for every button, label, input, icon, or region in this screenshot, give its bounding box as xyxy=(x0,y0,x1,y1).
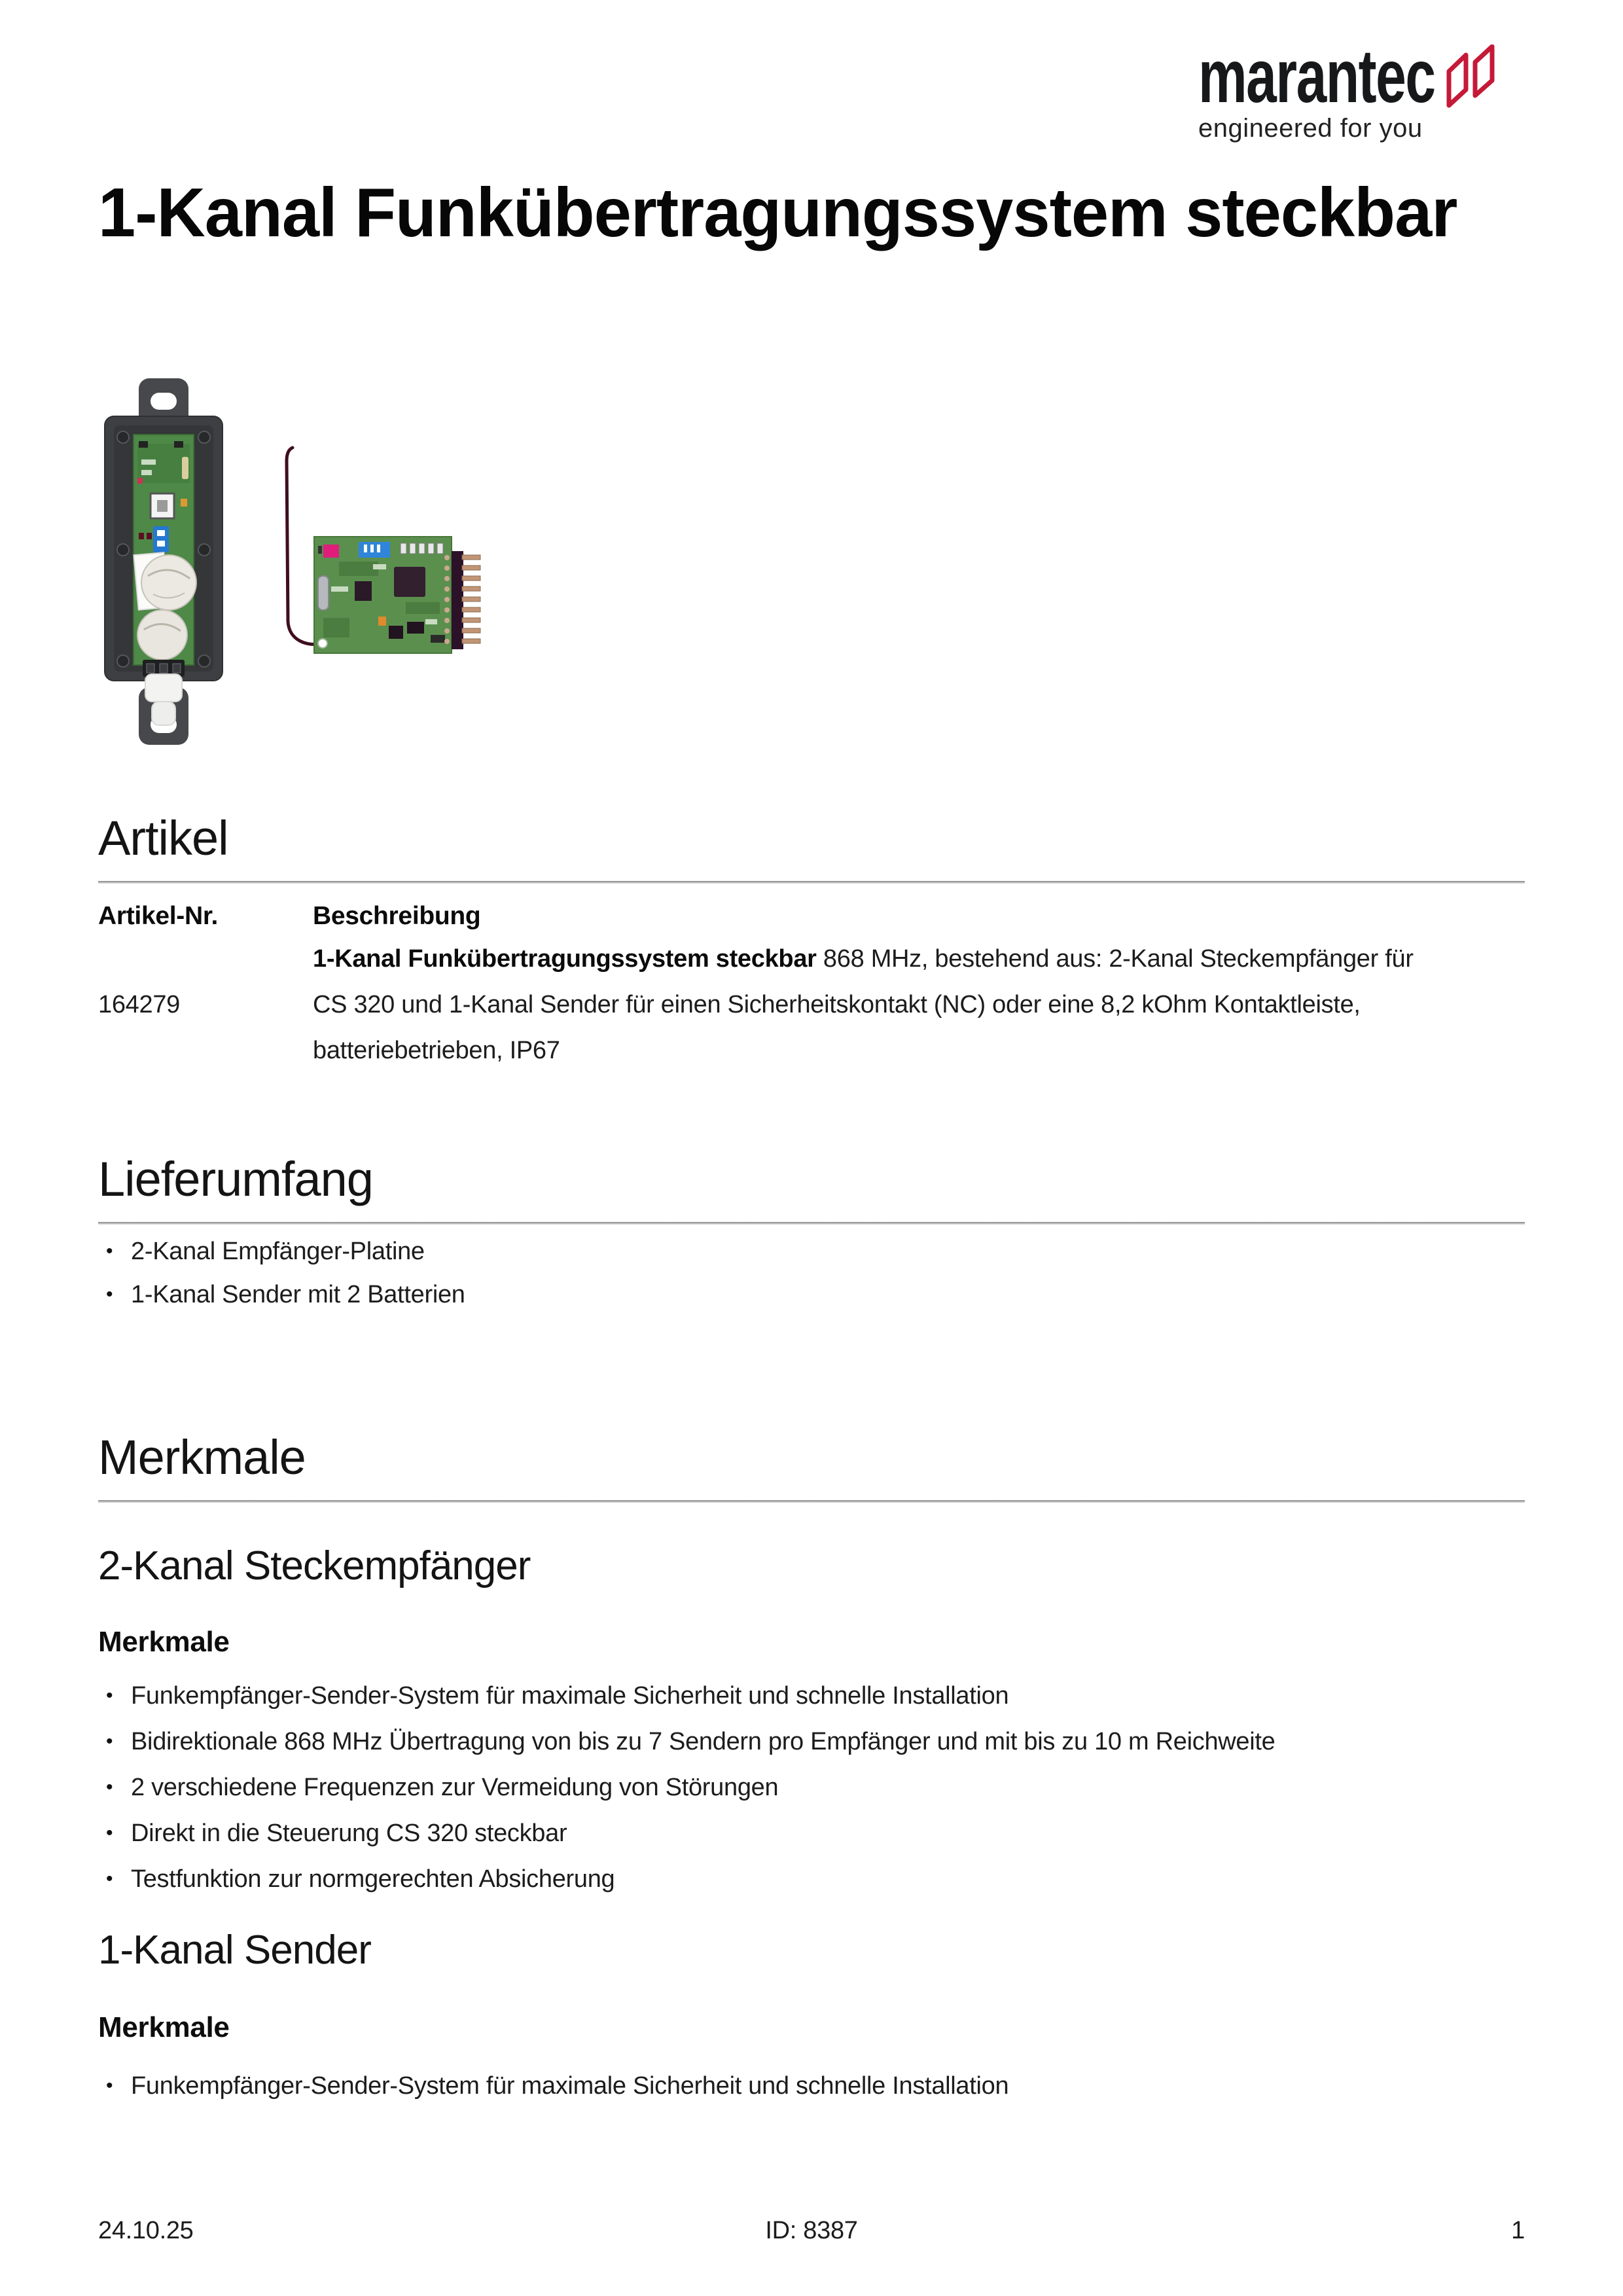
steckempfaenger-heading: 2-Kanal Steckempfänger xyxy=(98,1543,531,1588)
description-line-1: 1-Kanal Funkübertragungssystem steckbar 868 MHz, bestehend aus: 2-Kanal Steckempfänger für xyxy=(313,945,1414,973)
double-panel-icon xyxy=(1446,45,1495,110)
list-item: • 1-Kanal Sender mit 2 Batterien xyxy=(98,1273,1525,1316)
artikel-table-header xyxy=(98,901,1525,932)
list-item: • Funkempfänger-Sender-System für maximale Sicherheit und schnelle Installation xyxy=(98,2063,1525,2109)
section-artikel xyxy=(98,811,1525,1073)
footer-doc-id: ID: 8387 xyxy=(765,2217,858,2244)
table-row xyxy=(98,936,1525,1073)
section-divider xyxy=(98,881,1525,884)
column-artikel-nr: Artikel-Nr. xyxy=(98,902,219,930)
description-line-3: batteriebetrieben, IP67 xyxy=(313,1037,560,1064)
list-item: • Bidirektionale 868 MHz Übertragung von bis zu 7 Sendern pro Empfänger und mit bis zu 10 m Reichweite xyxy=(98,1719,1525,1765)
list-item: • 2-Kanal Empfänger-Platine xyxy=(98,1230,1525,1273)
sender-merkmale-subheading: Merkmale xyxy=(98,2011,230,2043)
sender-device-image xyxy=(105,378,223,745)
list-item: • Direkt in die Steuerung CS 320 steckbar xyxy=(98,1810,1525,1856)
section-merkmale xyxy=(98,1430,1525,1503)
lieferumfang-heading: Lieferumfang xyxy=(98,1152,373,1206)
brand-tagline: engineered for you xyxy=(1198,114,1423,143)
list-item: • Testfunktion zur normgerechten Absicherung xyxy=(98,1856,1525,1902)
brand-wordmark xyxy=(1198,35,1436,118)
steckempfaenger-feature-list xyxy=(98,1673,1525,1902)
footer-date: 24.10.25 xyxy=(98,2217,194,2244)
description-line-2: CS 320 und 1-Kanal Sender für einen Sicherheitskontakt (NC) oder eine 8,2 kOhm Kontaktleiste, xyxy=(313,991,1361,1018)
section-divider xyxy=(98,1500,1525,1503)
footer-page-number: 1 xyxy=(1511,2217,1525,2244)
lieferumfang-list xyxy=(98,1230,1525,1316)
sender-feature-list xyxy=(98,2063,1525,2109)
brand-wordmark-text: marantec xyxy=(1198,35,1435,118)
section-divider xyxy=(98,1222,1525,1225)
artikel-heading: Artikel xyxy=(98,811,228,865)
artikel-description xyxy=(313,936,1414,1073)
brand-logo xyxy=(1198,35,1495,143)
sender-heading: 1-Kanal Sender xyxy=(98,1928,371,1973)
page-title: 1-Kanal Funkübertragungssystem steckbar xyxy=(98,174,1457,251)
product-photo xyxy=(98,361,504,754)
steckempfaenger-merkmale-subheading: Merkmale xyxy=(98,1626,230,1658)
list-item: • 2 verschiedene Frequenzen zur Vermeidung von Störungen xyxy=(98,1765,1525,1810)
column-beschreibung: Beschreibung xyxy=(313,902,481,930)
merkmale-heading: Merkmale xyxy=(98,1430,306,1484)
receiver-board-image xyxy=(287,448,480,653)
artikel-nr-value: 164279 xyxy=(98,991,181,1018)
list-item: • Funkempfänger-Sender-System für maximale Sicherheit und schnelle Installation xyxy=(98,1673,1525,1719)
page-footer xyxy=(98,2215,1525,2246)
section-lieferumfang xyxy=(98,1152,1525,1316)
logo-row xyxy=(1198,35,1495,118)
